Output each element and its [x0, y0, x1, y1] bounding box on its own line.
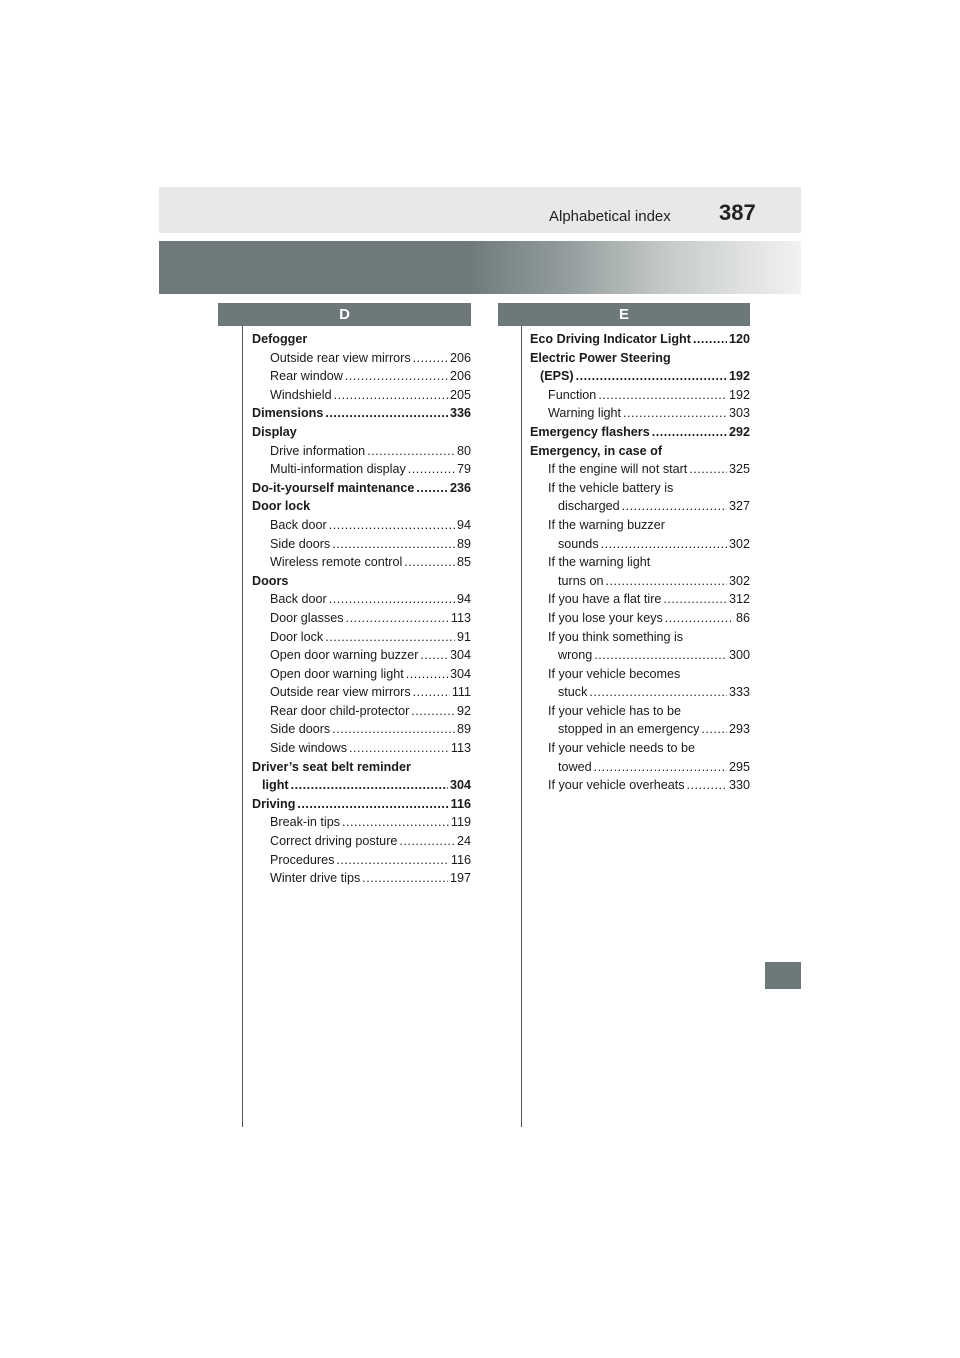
- entry-label: Outside rear view mirrors: [270, 685, 411, 700]
- entry-page: 293: [728, 722, 750, 737]
- entry-label: Door glasses: [270, 610, 344, 625]
- index-entry[interactable]: [252, 628, 471, 647]
- entry-label: turns on: [558, 573, 604, 588]
- index-entry[interactable]: [252, 479, 471, 498]
- header-bar: [159, 187, 801, 233]
- index-entry[interactable]: [530, 776, 750, 795]
- entry-label: If you lose your keys: [548, 610, 663, 625]
- leader-dots: [325, 628, 455, 647]
- entry-page: 119: [450, 815, 471, 830]
- index-entry[interactable]: [252, 832, 471, 851]
- column-divider: [242, 326, 243, 1127]
- index-entry[interactable]: [530, 758, 750, 777]
- entry-page: 325: [728, 462, 750, 477]
- leader-dots: [420, 646, 448, 665]
- leader-dots: [411, 702, 455, 721]
- leader-dots: [687, 776, 727, 795]
- entry-page: 333: [728, 685, 750, 700]
- index-entry: [530, 442, 750, 461]
- entry-label: Display: [252, 424, 297, 439]
- section-letter-d: D: [218, 303, 471, 326]
- leader-dots: [663, 590, 727, 609]
- entry-label: Correct driving posture: [270, 834, 398, 849]
- entry-label: Doors: [252, 573, 289, 588]
- index-entry[interactable]: [252, 665, 471, 684]
- entry-page: 292: [728, 424, 750, 439]
- index-entry[interactable]: [530, 646, 750, 665]
- leader-dots: [665, 609, 734, 628]
- entry-page: 91: [456, 629, 471, 644]
- entry-label: Door lock: [252, 499, 311, 514]
- index-entry[interactable]: [252, 442, 471, 461]
- index-entry[interactable]: [530, 535, 750, 554]
- index-entry: [530, 349, 750, 368]
- entry-label: If your vehicle overheats: [548, 778, 685, 793]
- leader-dots: [297, 795, 448, 814]
- leader-dots: [342, 813, 449, 832]
- entry-label: Drive information: [270, 443, 366, 458]
- index-entry[interactable]: [530, 404, 750, 423]
- index-entry: [252, 758, 471, 777]
- leader-dots: [623, 404, 727, 423]
- index-entry[interactable]: [252, 702, 471, 721]
- entry-page: 206: [449, 369, 471, 384]
- entry-page: 113: [450, 610, 471, 625]
- index-entry[interactable]: [252, 367, 471, 386]
- entry-page: 312: [728, 592, 750, 607]
- entry-label: stuck: [558, 685, 588, 700]
- index-entry[interactable]: [252, 720, 471, 739]
- leader-dots: [349, 739, 449, 758]
- entry-label: Windshield: [270, 387, 332, 402]
- index-entry: [530, 479, 750, 498]
- index-entry: [252, 330, 471, 349]
- entry-label: stopped in an emergency: [558, 722, 700, 737]
- entry-page: 295: [728, 759, 750, 774]
- entry-page: 327: [728, 499, 750, 514]
- entry-page: 89: [456, 536, 471, 551]
- leader-dots: [413, 683, 450, 702]
- index-entry[interactable]: [252, 535, 471, 554]
- index-entry[interactable]: [530, 423, 750, 442]
- leader-dots: [336, 851, 449, 870]
- entry-page: 113: [450, 741, 471, 756]
- leader-dots: [701, 720, 727, 739]
- entry-page: 300: [728, 648, 750, 663]
- leader-dots: [601, 535, 727, 554]
- index-entry[interactable]: [252, 795, 471, 814]
- index-entry: [252, 497, 471, 516]
- entry-label: If your vehicle needs to be: [548, 741, 696, 756]
- entry-label: Electric Power Steering: [530, 350, 671, 365]
- entry-label: Warning light: [548, 406, 622, 421]
- entry-label: Open door warning buzzer: [270, 648, 419, 663]
- index-entry[interactable]: [530, 460, 750, 479]
- entry-page: 302: [728, 536, 750, 551]
- leader-dots: [291, 776, 448, 795]
- entry-label: Door lock: [270, 629, 324, 644]
- page-number: 387: [719, 200, 756, 225]
- entry-page: 304: [449, 778, 471, 793]
- entry-label: (EPS): [540, 369, 574, 384]
- index-entry: [530, 516, 750, 535]
- entry-label: discharged: [558, 499, 620, 514]
- entry-label: Open door warning light: [270, 666, 404, 681]
- entry-page: 116: [450, 852, 471, 867]
- index-column-d: [252, 330, 471, 888]
- index-entry[interactable]: [252, 869, 471, 888]
- entry-page: 24: [456, 834, 471, 849]
- entry-label: Procedures: [270, 852, 335, 867]
- entry-page: 205: [449, 387, 471, 402]
- index-entry[interactable]: [252, 553, 471, 572]
- index-entry: [252, 572, 471, 591]
- index-entry: [530, 553, 750, 572]
- entry-label: If you have a flat tire: [548, 592, 662, 607]
- index-entry[interactable]: [530, 720, 750, 739]
- entry-page: 304: [449, 666, 471, 681]
- leader-dots: [598, 386, 727, 405]
- index-entry[interactable]: [530, 497, 750, 516]
- index-entry[interactable]: [252, 590, 471, 609]
- entry-label: If your vehicle becomes: [548, 666, 681, 681]
- entry-label: Do-it-yourself maintenance: [252, 480, 415, 495]
- index-entry[interactable]: [530, 330, 750, 349]
- leader-dots: [652, 423, 727, 442]
- entry-label: If your vehicle has to be: [548, 703, 682, 718]
- entry-label: Side doors: [270, 722, 331, 737]
- entry-label: Rear door child-protector: [270, 703, 410, 718]
- leader-dots: [332, 720, 455, 739]
- entry-page: 94: [456, 592, 471, 607]
- entry-page: 302: [728, 573, 750, 588]
- entry-label: sounds: [558, 536, 599, 551]
- index-entry[interactable]: [530, 609, 750, 628]
- entry-page: 336: [449, 406, 471, 421]
- entry-label: Back door: [270, 517, 327, 532]
- leader-dots: [606, 572, 727, 591]
- leader-dots: [367, 442, 455, 461]
- leader-dots: [408, 460, 455, 479]
- entry-label: If you think something is: [548, 629, 684, 644]
- leader-dots: [346, 609, 449, 628]
- entry-label: Side windows: [270, 741, 348, 756]
- entry-label: Outside rear view mirrors: [270, 350, 411, 365]
- entry-page: 206: [449, 350, 471, 365]
- index-entry: [252, 423, 471, 442]
- entry-page: 236: [449, 480, 471, 495]
- leader-dots: [416, 479, 448, 498]
- entry-page: 304: [449, 648, 471, 663]
- leader-dots: [689, 460, 727, 479]
- leader-dots: [334, 386, 448, 405]
- entry-page: 111: [451, 685, 471, 700]
- index-entry[interactable]: [252, 851, 471, 870]
- entry-label: Eco Driving Indicator Light: [530, 332, 691, 346]
- column-divider: [521, 326, 522, 1127]
- entry-label: Defogger: [252, 332, 308, 346]
- section-letter-e: E: [498, 303, 750, 326]
- index-entry[interactable]: [252, 404, 471, 423]
- entry-page: 330: [728, 778, 750, 793]
- leader-dots: [622, 497, 727, 516]
- entry-page: 303: [728, 406, 750, 421]
- entry-label: Function: [548, 387, 597, 402]
- index-entry: [530, 702, 750, 721]
- entry-label: light: [262, 778, 289, 793]
- entry-label: Winter drive tips: [270, 871, 361, 886]
- leader-dots: [404, 553, 455, 572]
- leader-dots: [406, 665, 448, 684]
- entry-label: Driver’s seat belt reminder: [252, 759, 411, 774]
- entry-label: If the warning buzzer: [548, 517, 665, 532]
- entry-label: Dimensions: [252, 406, 324, 421]
- banner: [159, 241, 801, 294]
- section-title: Alphabetical index: [549, 208, 671, 225]
- entry-label: Multi-information display: [270, 462, 406, 477]
- index-entry: [530, 665, 750, 684]
- leader-dots: [576, 367, 727, 386]
- index-entry: [530, 628, 750, 647]
- index-entry[interactable]: [530, 683, 750, 702]
- entry-page: 192: [728, 369, 750, 384]
- index-entry[interactable]: [252, 349, 471, 368]
- entry-label: Rear window: [270, 369, 343, 384]
- index-entry[interactable]: [252, 386, 471, 405]
- index-entry[interactable]: [252, 516, 471, 535]
- entry-label: towed: [558, 759, 592, 774]
- index-entry[interactable]: [530, 386, 750, 405]
- leader-dots: [589, 683, 727, 702]
- leader-dots: [399, 832, 455, 851]
- entry-page: 86: [735, 610, 750, 625]
- entry-label: Driving: [252, 796, 296, 811]
- entry-page: 120: [728, 332, 750, 346]
- leader-dots: [329, 590, 455, 609]
- entry-label: If the vehicle battery is: [548, 480, 674, 495]
- entry-page: 80: [456, 443, 471, 458]
- leader-dots: [413, 349, 448, 368]
- leader-dots: [325, 404, 448, 423]
- leader-dots: [594, 758, 727, 777]
- index-entry[interactable]: [252, 739, 471, 758]
- entry-label: Wireless remote control: [270, 555, 403, 570]
- entry-label: If the warning light: [548, 555, 651, 570]
- index-column-e: [530, 330, 750, 795]
- entry-label: Back door: [270, 592, 327, 607]
- entry-label: Side doors: [270, 536, 331, 551]
- entry-page: 79: [456, 462, 471, 477]
- entry-label: Emergency, in case of: [530, 443, 663, 458]
- index-entry[interactable]: [530, 367, 750, 386]
- leader-dots: [329, 516, 455, 535]
- entry-page: 92: [456, 703, 471, 718]
- leader-dots: [362, 869, 448, 888]
- index-entry[interactable]: [252, 776, 471, 795]
- index-entry[interactable]: [252, 646, 471, 665]
- index-entry[interactable]: [530, 590, 750, 609]
- entry-page: 116: [450, 796, 471, 811]
- entry-page: 89: [456, 722, 471, 737]
- leader-dots: [332, 535, 455, 554]
- entry-label: Break-in tips: [270, 815, 340, 830]
- index-entry[interactable]: [252, 813, 471, 832]
- chapter-tab: [765, 962, 801, 989]
- leader-dots: [693, 330, 727, 349]
- leader-dots: [594, 646, 727, 665]
- index-entry: [530, 739, 750, 758]
- entry-page: 94: [456, 517, 471, 532]
- leader-dots: [345, 367, 448, 386]
- index-entry[interactable]: [252, 460, 471, 479]
- entry-page: 197: [449, 871, 471, 886]
- index-entry[interactable]: [252, 683, 471, 702]
- entry-label: wrong: [558, 648, 593, 663]
- index-entry[interactable]: [252, 609, 471, 628]
- entry-label: Emergency flashers: [530, 424, 650, 439]
- index-entry[interactable]: [530, 572, 750, 591]
- entry-page: 85: [456, 555, 471, 570]
- entry-page: 192: [728, 387, 750, 402]
- entry-label: If the engine will not start: [548, 462, 688, 477]
